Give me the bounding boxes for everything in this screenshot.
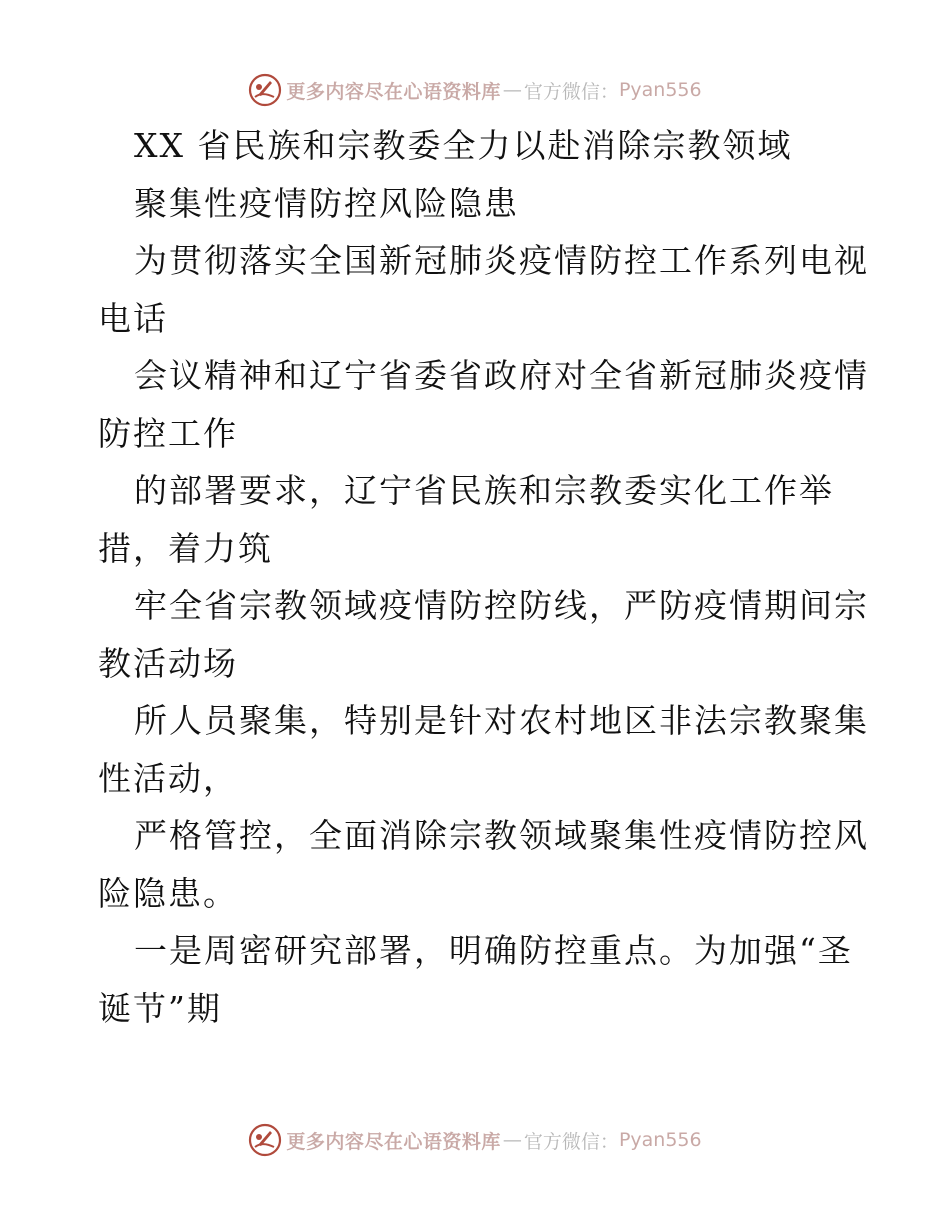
banner-dash: — bbox=[502, 1129, 522, 1151]
banner-wechat-label: 官方微信： bbox=[523, 80, 619, 103]
banner-brand-text: 更多内容尽在心语资料库 bbox=[286, 80, 501, 103]
body-line: 严格管控，全面消除宗教领域聚集性疫情防控风 bbox=[134, 816, 869, 855]
document-body bbox=[98, 117, 869, 1037]
banner-brand-text: 更多内容尽在心语资料库 bbox=[286, 1130, 501, 1153]
body-line: 教活动场 bbox=[98, 643, 238, 683]
body-line: 防控工作 bbox=[98, 413, 238, 453]
body-line: XX 省民族和宗教委全力以赴消除宗教领域 bbox=[134, 126, 793, 165]
banner-dash: — bbox=[502, 79, 522, 101]
body-line: 会议精神和辽宁省委省政府对全省新冠肺炎疫情 bbox=[134, 356, 869, 395]
body-line: 一是周密研究部署，明确防控重点。为加强“圣 bbox=[134, 931, 853, 970]
body-line: 诞节”期 bbox=[98, 988, 222, 1028]
body-line: 电话 bbox=[98, 298, 168, 338]
quill-book-icon bbox=[248, 1123, 282, 1157]
body-line: 措，着力筑 bbox=[98, 528, 273, 568]
body-line: 的部署要求，辽宁省民族和宗教委实化工作举 bbox=[134, 471, 834, 510]
header-banner bbox=[0, 68, 950, 112]
body-line: 为贯彻落实全国新冠肺炎疫情防控工作系列电视 bbox=[134, 241, 869, 280]
body-line: 所人员聚集，特别是针对农村地区非法宗教聚集 bbox=[134, 701, 869, 740]
body-line: 聚集性疫情防控风险隐患 bbox=[134, 183, 519, 223]
body-line: 牢全省宗教领域疫情防控防线，严防疫情期间宗 bbox=[134, 586, 869, 625]
banner-wechat-label: 官方微信： bbox=[523, 1130, 619, 1153]
banner-wechat-id: Pyan556 bbox=[618, 79, 702, 101]
footer-banner bbox=[0, 1118, 950, 1162]
body-line: 性活动， bbox=[98, 758, 238, 798]
banner-wechat-id: Pyan556 bbox=[618, 1129, 702, 1151]
body-line: 险隐患。 bbox=[98, 873, 238, 913]
quill-book-icon bbox=[248, 73, 282, 107]
